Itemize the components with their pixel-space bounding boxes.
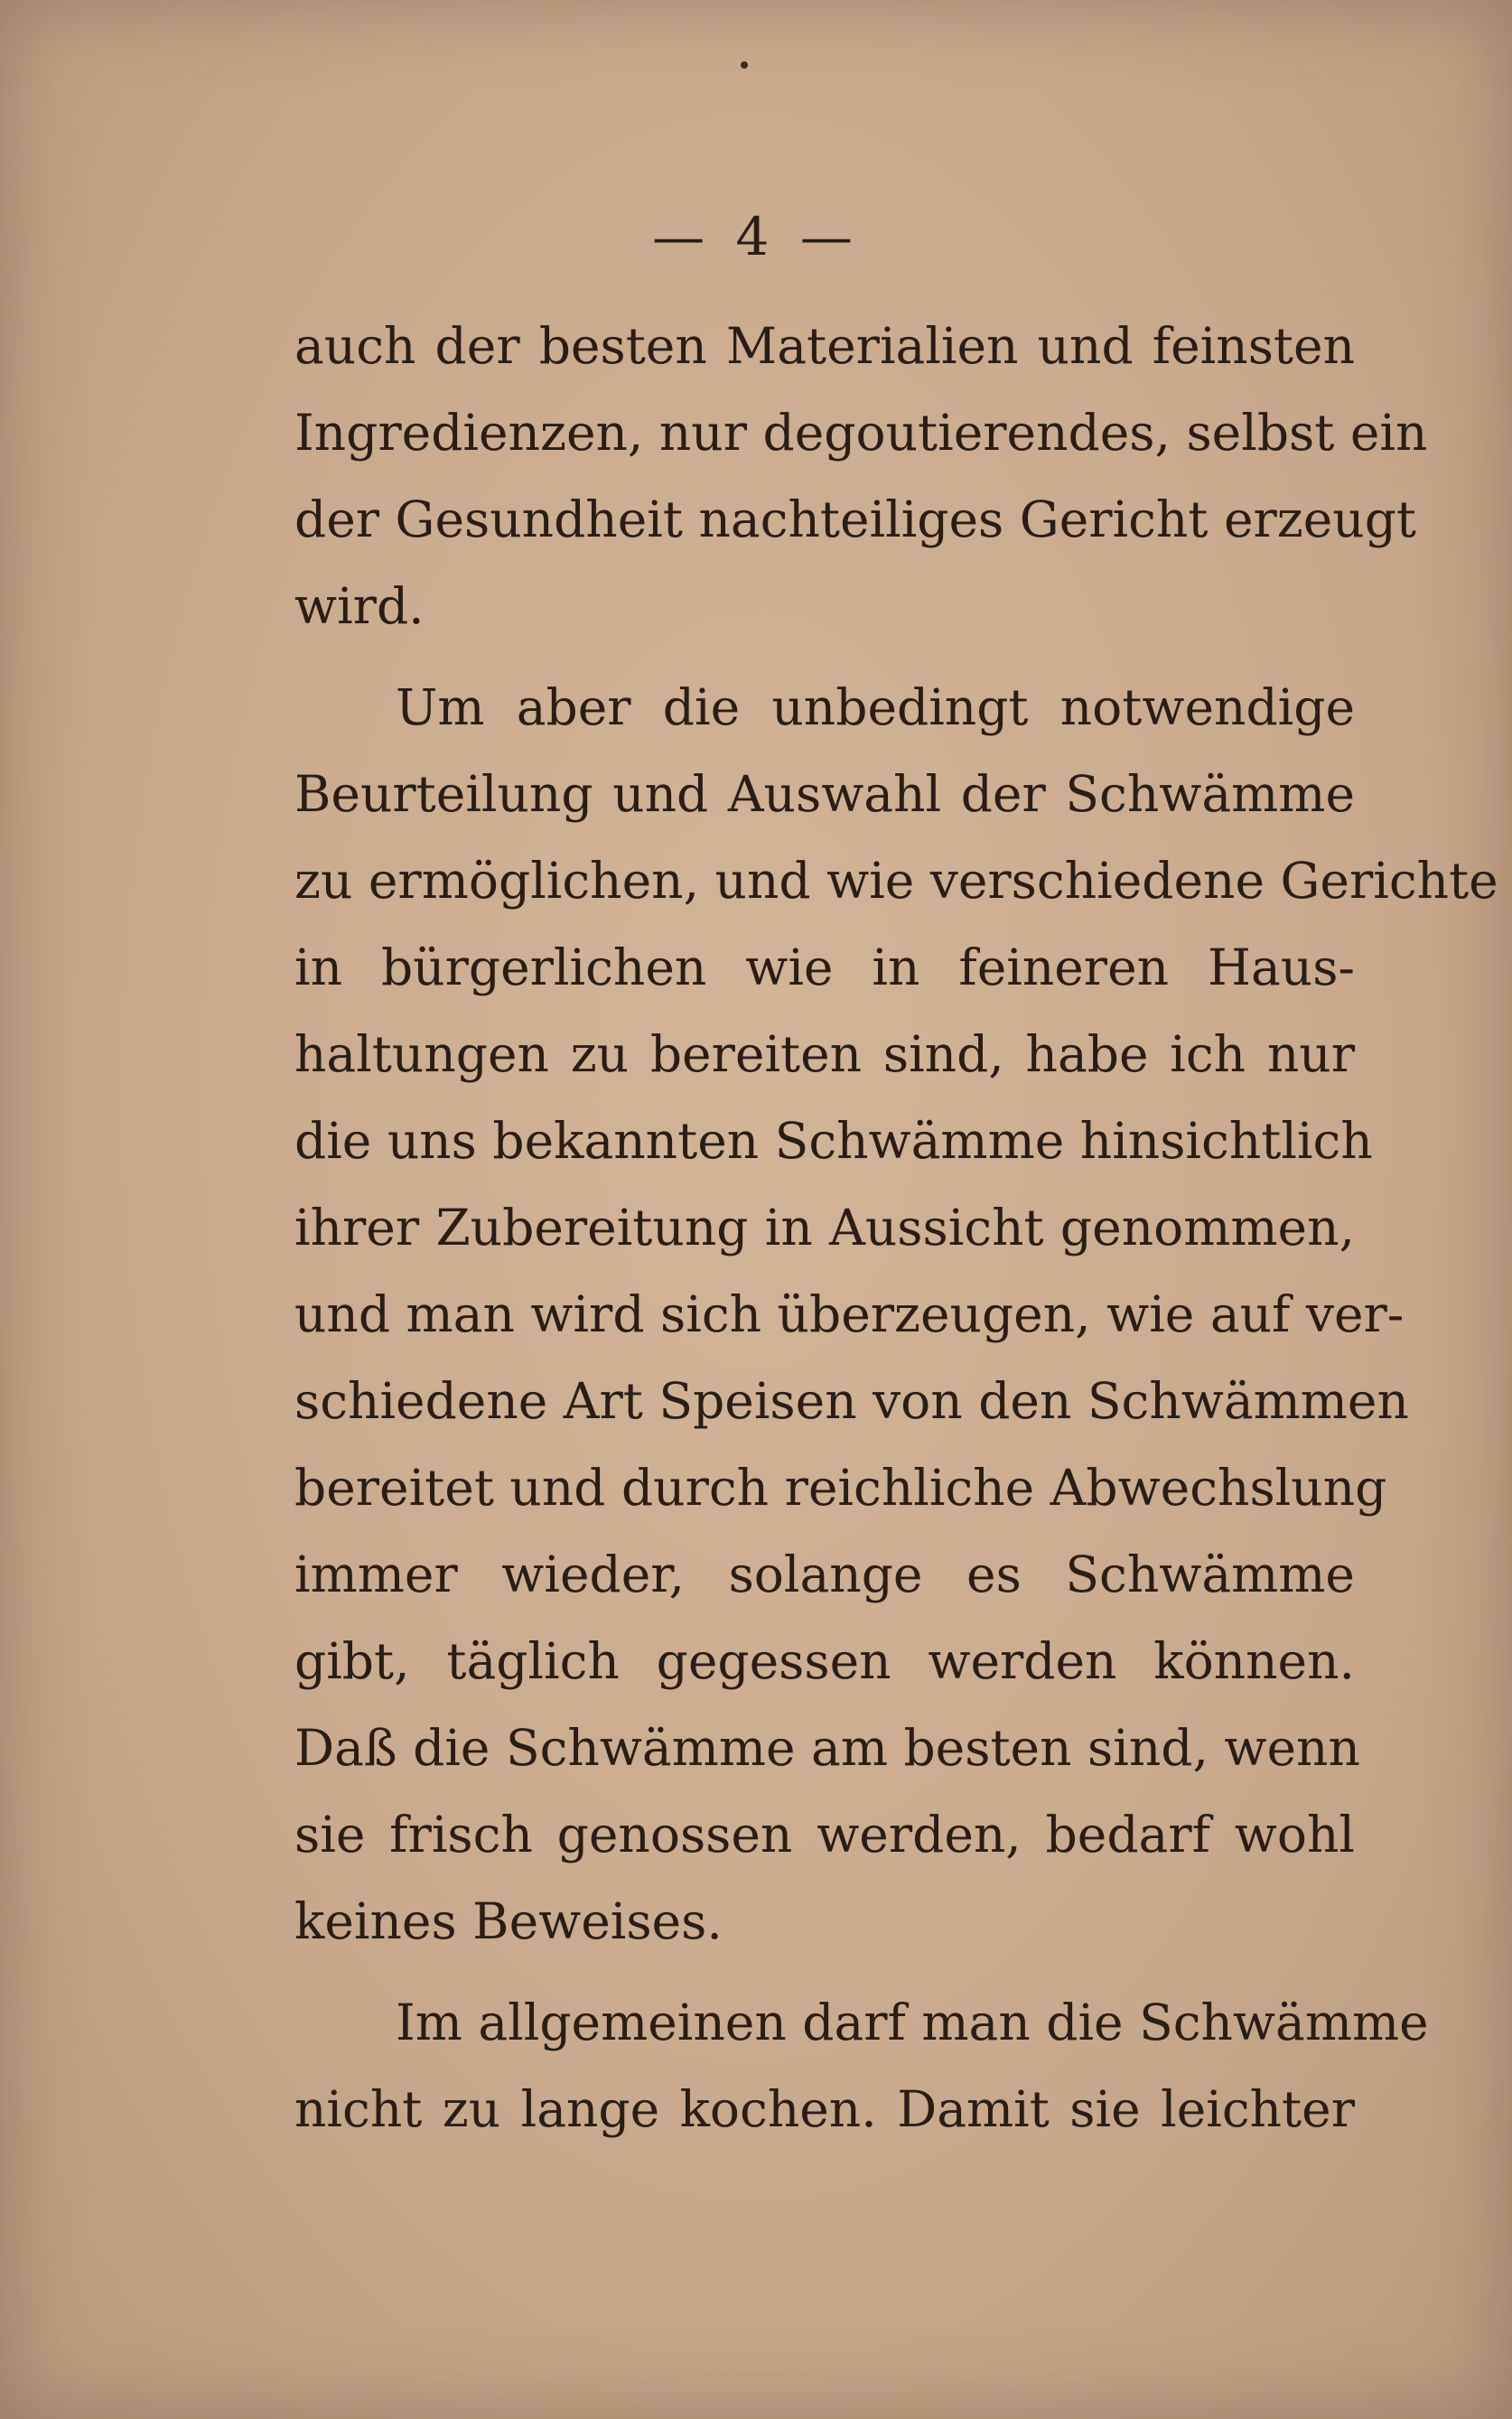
text-line: schiedene Art Speisen von den Schwämmen xyxy=(294,1372,1409,1430)
page-number: — 4 — xyxy=(652,206,860,267)
text-line: keines Beweises. xyxy=(294,1892,723,1950)
text-line: Um aber die unbedingt notwendige xyxy=(396,678,1355,736)
text-line: gibt, täglich gegessen werden können. xyxy=(294,1632,1355,1690)
text-line: und man wird sich überzeugen, wie auf ver- xyxy=(294,1285,1405,1343)
text-line: bereitet und durch reichliche Abwechslung xyxy=(294,1459,1387,1517)
body-text xyxy=(294,303,1498,2153)
text-line: die uns bekannten Schwämme hinsichtlich xyxy=(294,1112,1373,1170)
text-line: der Gesundheit nachteiliges Gericht erzeugt xyxy=(294,490,1417,548)
text-line: Ingredienzen, nur degoutierendes, selbst ein xyxy=(294,404,1428,462)
text-line: zu ermöglichen, und wie verschiedene Gerichte xyxy=(294,852,1498,910)
paragraph-1 xyxy=(294,303,1428,649)
text-line: auch der besten Materialien und feinsten xyxy=(294,317,1355,375)
text-line: Beurteilung und Auswahl der Schwämme xyxy=(294,765,1355,823)
text-line: in bürgerlichen wie in feineren Haus- xyxy=(294,939,1355,996)
text-line: Daß die Schwämme am besten sind, wenn xyxy=(294,1719,1360,1777)
paragraph-3 xyxy=(294,1979,1429,2153)
text-line: nicht zu lange kochen. Damit sie leichter xyxy=(294,2080,1355,2138)
text-line: haltungen zu bereiten sind, habe ich nur xyxy=(294,1025,1355,1083)
text-line: immer wieder, solange es Schwämme xyxy=(294,1546,1355,1603)
text-line: wird. xyxy=(294,577,425,635)
text-line: Im allgemeinen darf man die Schwämme xyxy=(396,1994,1429,2051)
paragraph-2 xyxy=(294,664,1498,1965)
text-line: sie frisch genossen werden, bedarf wohl xyxy=(294,1806,1355,1863)
ink-speck xyxy=(741,61,748,69)
text-line: ihrer Zubereitung in Aussicht genommen, xyxy=(294,1199,1355,1256)
